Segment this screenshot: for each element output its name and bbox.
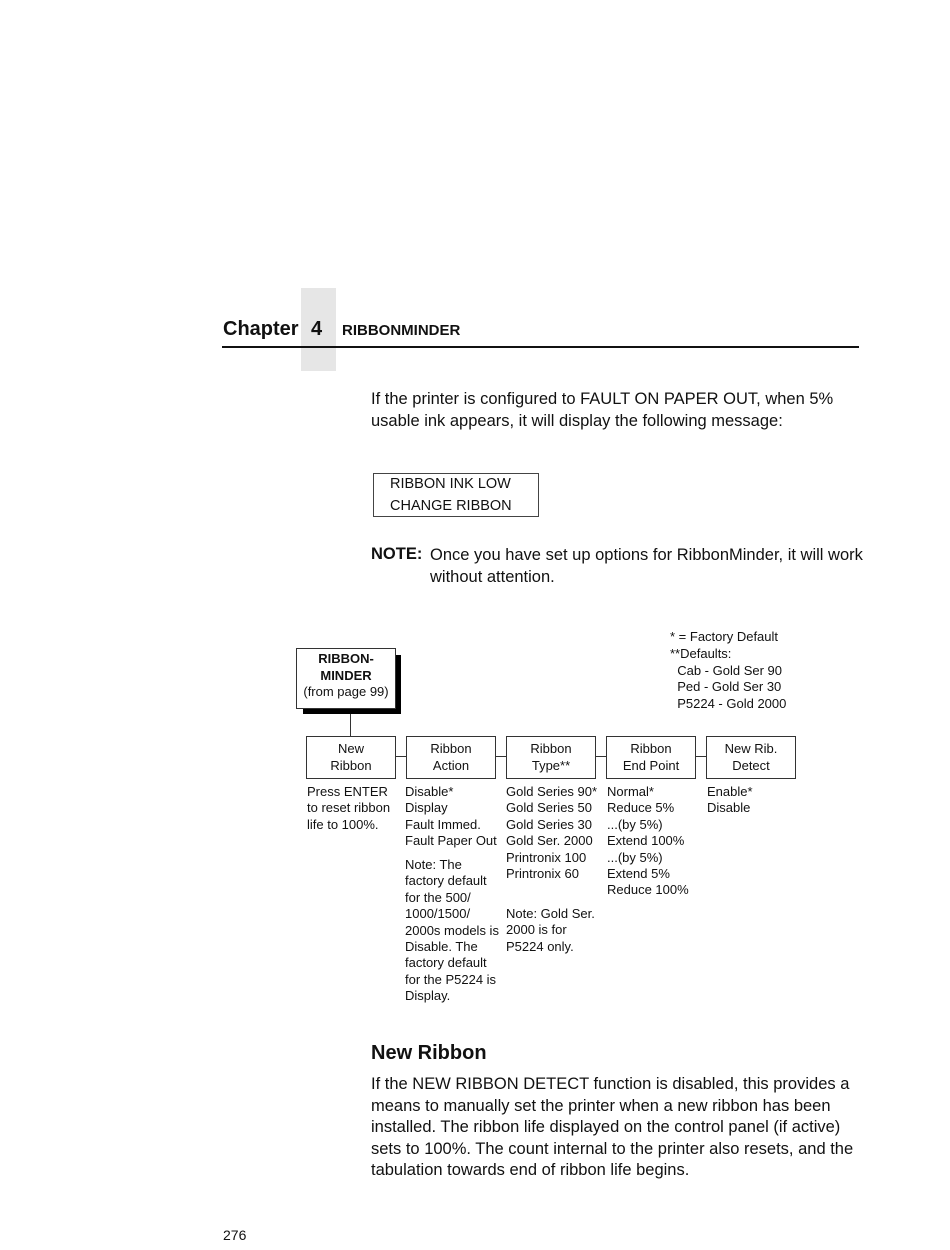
diagram-legend [670, 629, 786, 713]
menu-label: Type** [531, 757, 571, 773]
option-item: Extend 100% [607, 833, 685, 849]
option-item: Disable* [405, 784, 454, 799]
intro-line: usable ink appears, it will display the following message: [371, 411, 783, 430]
section-paragraph [371, 1074, 871, 1182]
option-item: Display [405, 800, 448, 816]
option-item: Printronix 60 [506, 866, 579, 882]
connector-line [395, 756, 406, 757]
option-item: ...(by 5%) [607, 849, 663, 865]
connector-line [695, 756, 706, 757]
page-number: 276 [223, 1227, 247, 1243]
menu-box-ribbon-action [406, 736, 496, 779]
menu-box-ribbon-type [506, 736, 596, 779]
option-item: Gold Series 50 [506, 800, 592, 816]
menu-label: New Rib. [724, 741, 778, 756]
option-item: Fault Paper Out [405, 833, 497, 849]
chapter-title: RIBBONMINDER [342, 322, 461, 339]
option-item: to reset ribbon [307, 800, 391, 816]
option-item: Reduce 100% [607, 882, 689, 898]
root-label-line2: MINDER [320, 667, 372, 683]
connector-line [495, 756, 506, 757]
menu-label: End Point [622, 757, 680, 773]
paragraph-line: installed. The ribbon life displayed on the control panel (if active) [371, 1118, 841, 1136]
paragraph-line: means to manually set the printer when a new ribbon has been [371, 1096, 831, 1115]
options-ribbon-action [405, 784, 497, 850]
option-item: Reduce 5% [607, 800, 675, 816]
options-ribbon-end-point [607, 784, 689, 899]
option-item: Extend 5% [607, 866, 670, 882]
note-line: 2000s models is [405, 922, 499, 938]
legend-line: Cab - Gold Ser 90 [670, 662, 782, 678]
paragraph-line: tabulation towards end of ribbon life begins. [371, 1161, 690, 1179]
menu-label: Ribbon [630, 741, 672, 756]
note-ribbon-action [405, 857, 499, 1005]
menu-label: New [337, 741, 364, 756]
options-new-ribbon [307, 784, 390, 833]
header-rule [222, 346, 859, 348]
paragraph-line: sets to 100%. The count internal to the printer also resets, and the [371, 1139, 854, 1158]
section-heading: New Ribbon [371, 1042, 487, 1064]
legend-line: P5224 - Gold 2000 [670, 696, 787, 712]
intro-line: If the printer is configured to FAULT ON PAPER OUT, when 5% [371, 390, 834, 408]
note-line: 2000 is for [506, 922, 567, 938]
paragraph-line: If the NEW RIBBON DETECT function is disabled, this provides a [371, 1075, 850, 1093]
menu-box-ribbon-end-point [606, 736, 696, 779]
chapter-number: 4 [311, 318, 323, 340]
note-line: Note: Gold Ser. [506, 906, 595, 921]
note-line: factory default [405, 955, 487, 971]
note-line: Display. [405, 988, 451, 1004]
note-line: P5224 only. [506, 938, 574, 954]
note-line: without attention. [430, 567, 555, 586]
note-line: for the 500/ [405, 889, 471, 905]
option-item: Normal* [607, 784, 654, 799]
connector-line [595, 756, 606, 757]
menu-label: Ribbon [530, 741, 572, 756]
note-line: 1000/1500/ [405, 906, 471, 922]
root-label-line1: RIBBON- [318, 651, 374, 666]
option-item: Printronix 100 [506, 849, 587, 865]
option-item: Enable* [707, 784, 753, 799]
chapter-label: Chapter [223, 318, 299, 340]
note-ribbon-type [506, 906, 595, 955]
connector-line [350, 714, 351, 736]
option-item: Gold Series 90* [506, 784, 598, 799]
note-text [430, 545, 870, 588]
option-item: Gold Ser. 2000 [506, 833, 593, 849]
option-item: life to 100%. [307, 816, 379, 832]
menu-box-new-rib-detect [706, 736, 796, 779]
note-label: NOTE: [371, 545, 423, 563]
root-label-line3: (from page 99) [303, 684, 389, 699]
menu-label: Detect [732, 757, 770, 773]
option-item: Gold Series 30 [506, 816, 592, 832]
note-line: factory default [405, 873, 487, 889]
option-item: Disable [707, 800, 751, 816]
legend-line: **Defaults: [670, 645, 732, 661]
legend-line: Ped - Gold Ser 30 [670, 679, 782, 695]
option-item: ...(by 5%) [607, 816, 663, 832]
legend-line: * = Factory Default [670, 629, 779, 644]
menu-label: Ribbon [430, 741, 472, 756]
root-menu-box [296, 648, 396, 709]
display-message-box [373, 473, 539, 517]
option-item: Fault Immed. [405, 816, 481, 832]
options-ribbon-type [506, 784, 597, 882]
display-message-line2: CHANGE RIBBON [390, 498, 512, 514]
note-line: Disable. The [405, 939, 478, 955]
display-message-line1: RIBBON INK LOW [390, 476, 511, 492]
intro-paragraph [371, 389, 871, 432]
note-line: for the P5224 is [405, 971, 497, 987]
note-line: Once you have set up options for RibbonMinder, it will work [430, 546, 863, 564]
menu-label: Action [432, 757, 470, 773]
note-line: Note: The [405, 857, 462, 872]
options-new-rib-detect [707, 784, 753, 817]
menu-box-new-ribbon [306, 736, 396, 779]
option-item: Press ENTER [307, 784, 388, 799]
menu-label: Ribbon [330, 757, 372, 773]
